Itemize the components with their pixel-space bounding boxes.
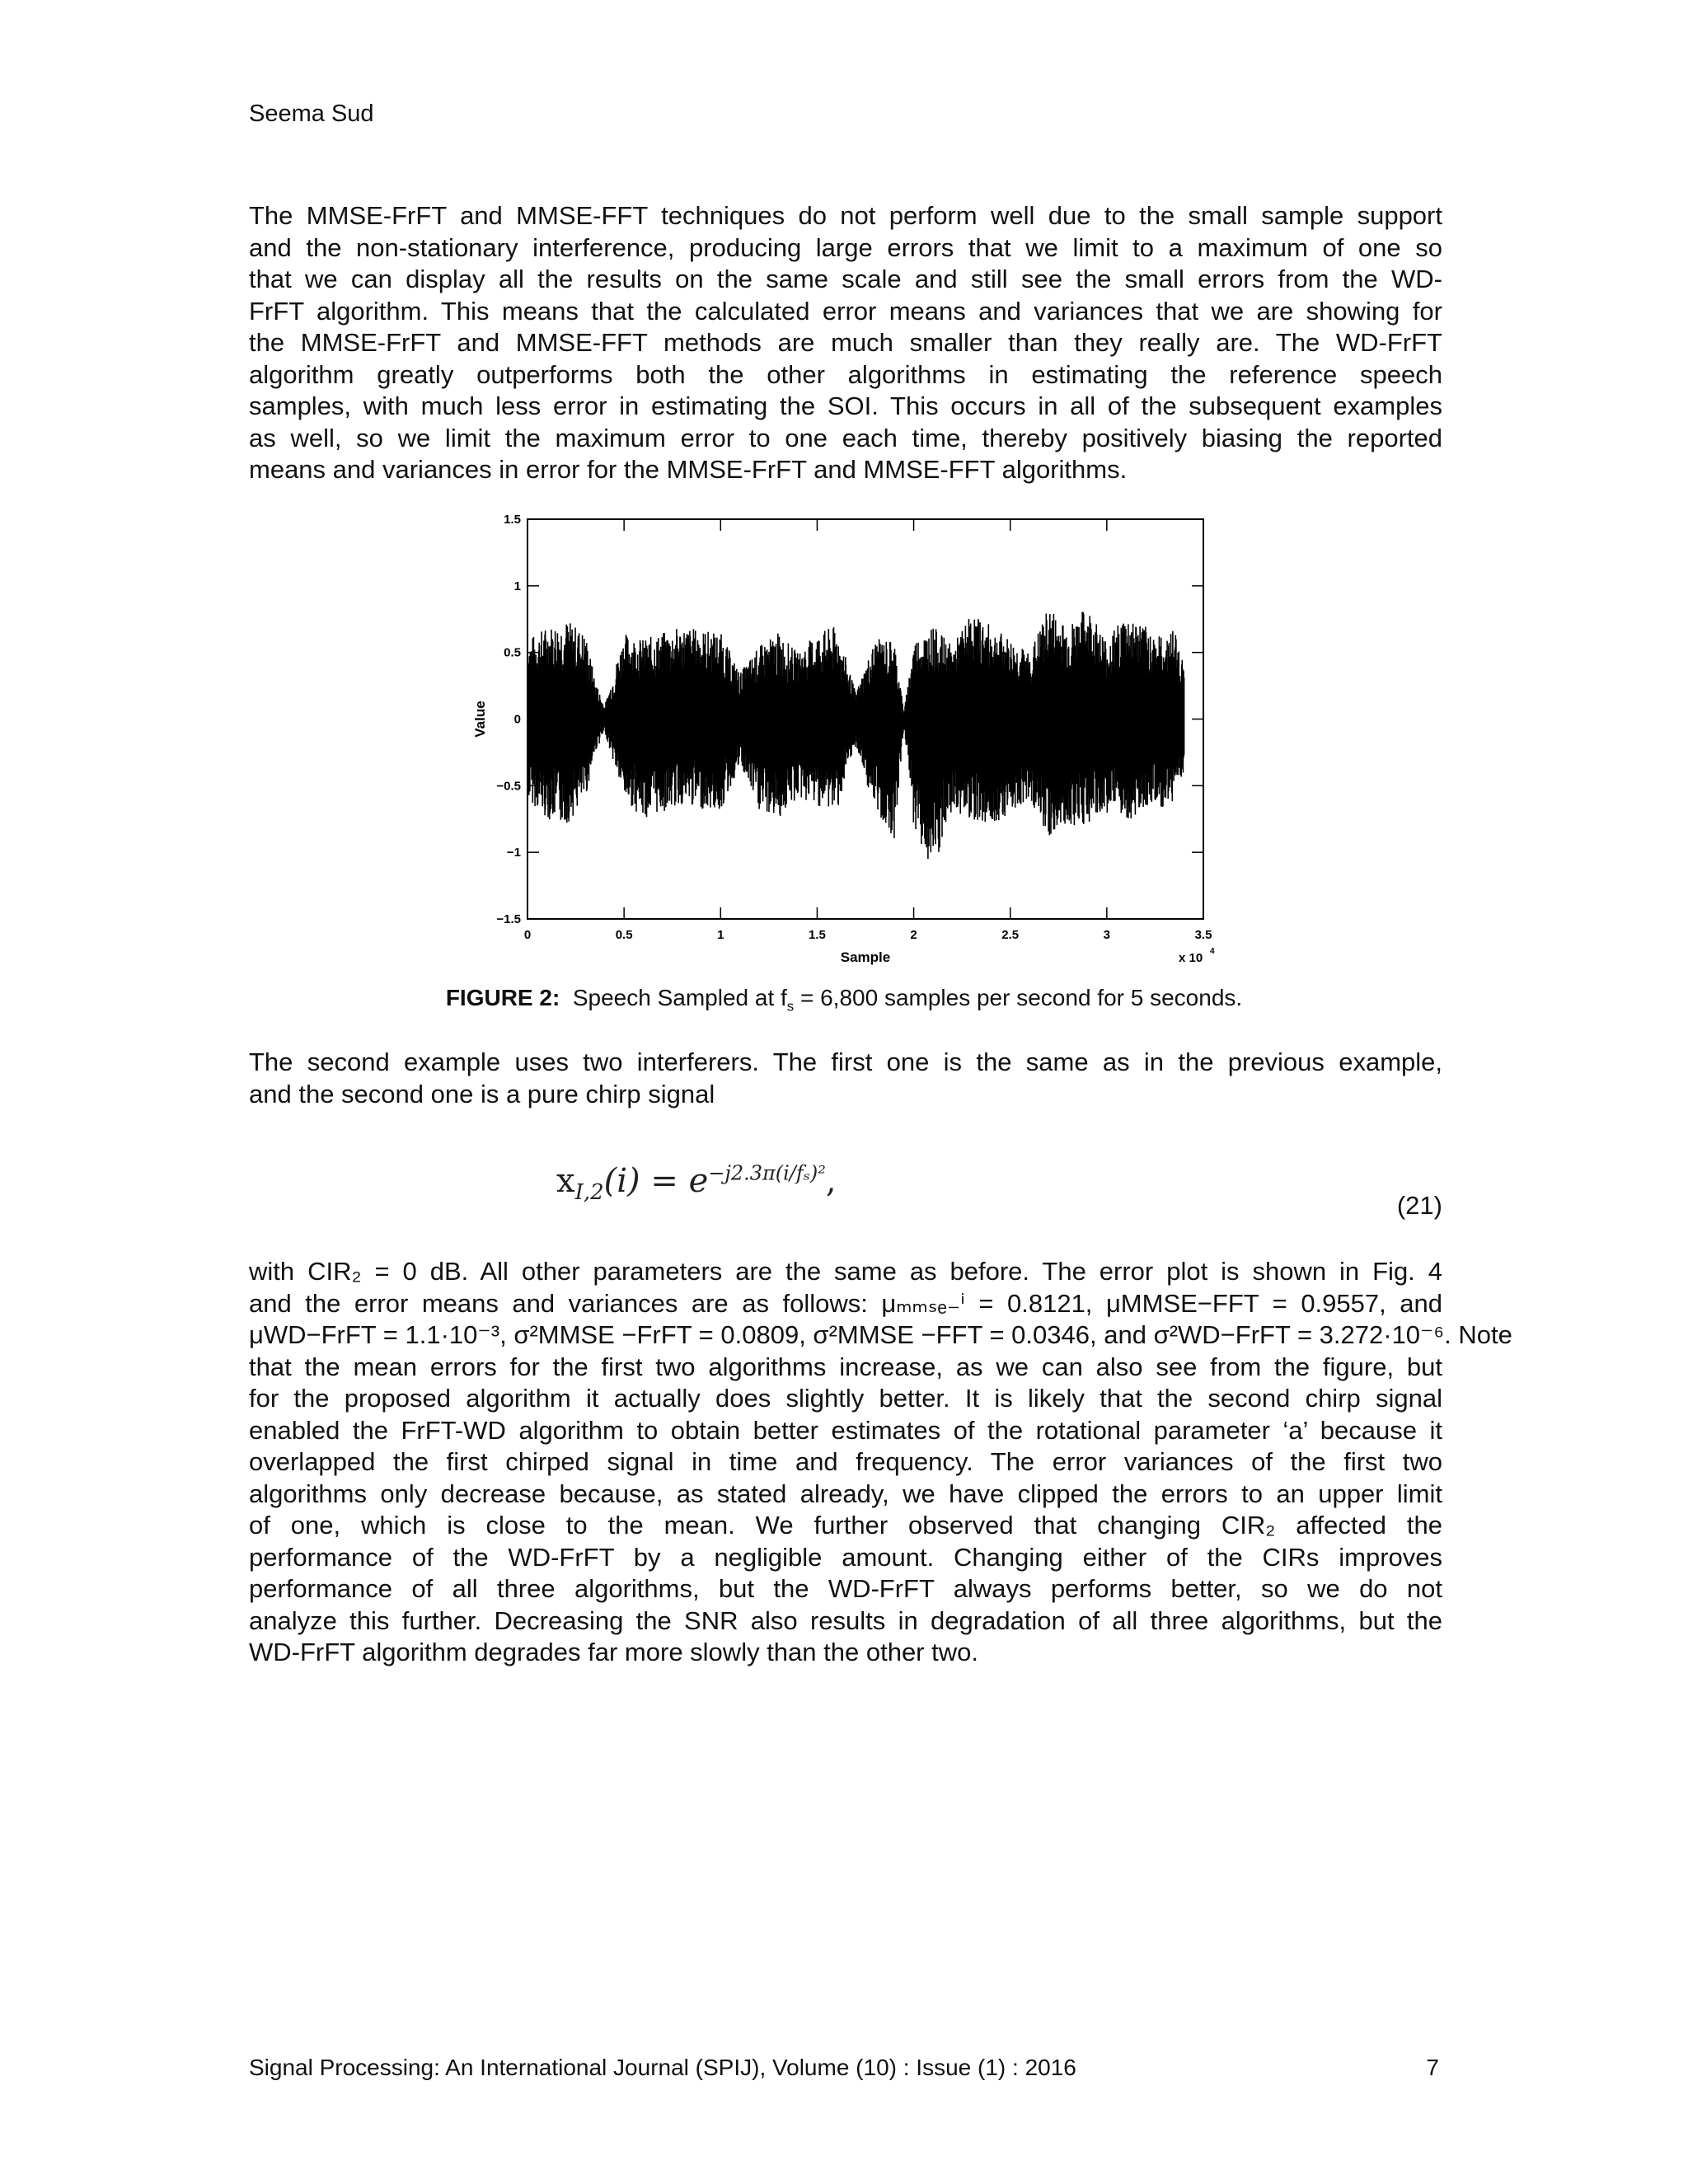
speech-waveform-chart [462,503,1220,972]
x-tick-label: 3 [1103,928,1111,942]
text-line: means and variances in error for the MMSE-FrFT and MMSE-FFT algorithms. [249,455,1128,484]
text-line: the MMSE-FrFT and MMSE-FFT methods are much smaller than they really are. The WD-FrFT [249,328,1442,357]
equation-exponent: −j2.3π(i/fₛ)² [708,1161,826,1185]
x-tick-label: 1.5 [808,928,826,942]
equation-arg: (i) = e [603,1162,709,1200]
figure-caption [0,985,1688,1015]
equation-lhs: x [556,1162,575,1200]
figure-2-plot [462,503,1220,972]
text-line: overlapped the first chirped signal in time and frequency. The error variances of the first two [249,1447,1442,1476]
y-tick-label: −0.5 [496,779,521,794]
caption-text-pre: Speech Sampled at f [572,985,787,1010]
y-tick-label: 0 [513,712,521,727]
y-tick-label: 1.5 [504,513,521,527]
text-line: and the second one is a pure chirp signal [249,1079,715,1108]
x-tick-label: 3.5 [1194,928,1212,942]
y-tick-label: 1 [513,579,521,593]
text-line: performance of the WD-FrFT by a negligible amount. Changing either of the CIRs improves [249,1542,1442,1572]
x-tick-label: 1 [717,928,724,942]
equation-21 [556,1161,837,1205]
text-line: algorithm greatly outperforms both the other algorithms in estimating the reference speech [249,359,1442,389]
x-tick-label: 0.5 [615,928,633,942]
x-axis-multiplier: x 10 [1179,951,1203,965]
caption-text-post: = 6,800 samples per second for 5 seconds. [794,985,1243,1010]
waveform-series [528,612,1184,859]
x-tick-label: 2 [910,928,917,942]
text-line: with CIR₂ = 0 dB. All other parameters are the same as before. The error plot is shown in Fig. 4 [249,1257,1442,1286]
figure-label: FIGURE 2: [445,985,560,1010]
text-line: and the non-stationary interference, producing large errors that we limit to a maximum of one so [249,232,1442,262]
text-line: as well, so we limit the maximum error to one each time, thereby positively biasing the reported [249,423,1442,452]
text-line: performance of all three algorithms, but the WD-FrFT always performs better, so we do not [249,1574,1442,1603]
equation-tail: , [825,1162,837,1200]
running-header-author: Seema Sud [249,101,374,127]
y-tick-label: −1 [506,846,521,860]
page-number: 7 [1426,2055,1439,2080]
text-line: algorithms only decrease because, as stated already, we have clipped the errors to an upper limit [249,1479,1442,1508]
body-paragraph-2 [249,1047,1442,1110]
equation-lhs-sub: I,2 [574,1180,604,1205]
y-tick-label: −1.5 [496,912,521,926]
x-axis-label: Sample [840,949,891,965]
y-tick-label: 0.5 [504,645,521,660]
text-line: samples, with much less error in estimating the SOI. This occurs in all of the subsequent examples [249,391,1442,420]
footer-journal: Signal Processing: An International Journal (SPIJ), Volume (10) : Issue (1) : 2016 [249,2055,1076,2080]
text-line: of one, which is close to the mean. We further observed that changing CIR₂ affected the [249,1511,1442,1540]
text-line: analyze this further. Decreasing the SNR also results in degradation of all three algorithms, but the [249,1605,1442,1635]
body-paragraph-3 [249,1256,1512,1669]
y-axis-label: Value [472,701,488,738]
text-line: that the mean errors for the first two algorithms increase, as we can also see from the figure, but [249,1352,1442,1381]
text-line: that we can display all the results on the same scale and still see the small errors from the WD- [249,265,1442,293]
text-line: enabled the FrFT-WD algorithm to obtain better estimates of the rotational parameter ‘a’ because it [249,1415,1442,1445]
text-line: The MMSE-FrFT and MMSE-FFT techniques do not perform well due to the small sample support [249,201,1442,230]
equation-number: (21) [1396,1191,1442,1220]
text-line: The second example uses two interferers. The first one is the same as in the previous example, [249,1047,1442,1076]
text-line: μWD−FrFT = 1.1·10⁻³, σ²MMSE −FrFT = 0.0809, σ²MMSE −FFT = 0.0346, and σ²WD−FrFT = 3.272·10⁻⁶. Note [249,1320,1512,1349]
body-paragraph-1 [249,200,1442,486]
text-line: FrFT algorithm. This means that the calculated error means and variances that we are showing for [249,296,1442,326]
text-line: for the proposed algorithm it actually does slightly better. It is likely that the second chirp signal [249,1384,1442,1413]
text-line: WD-FrFT algorithm degrades far more slowly than the other two. [249,1638,978,1666]
x-tick-label: 2.5 [1001,928,1020,942]
caption-text-sub: s [786,998,795,1015]
x-tick-label: 0 [523,928,532,942]
x-axis-multiplier-exponent: 4 [1210,947,1215,956]
text-line: and the error means and variances are as follows: μₘₘₛₑ₋ⁱ = 0.8121, μMMSE−FFT = 0.9557, and [249,1288,1442,1318]
